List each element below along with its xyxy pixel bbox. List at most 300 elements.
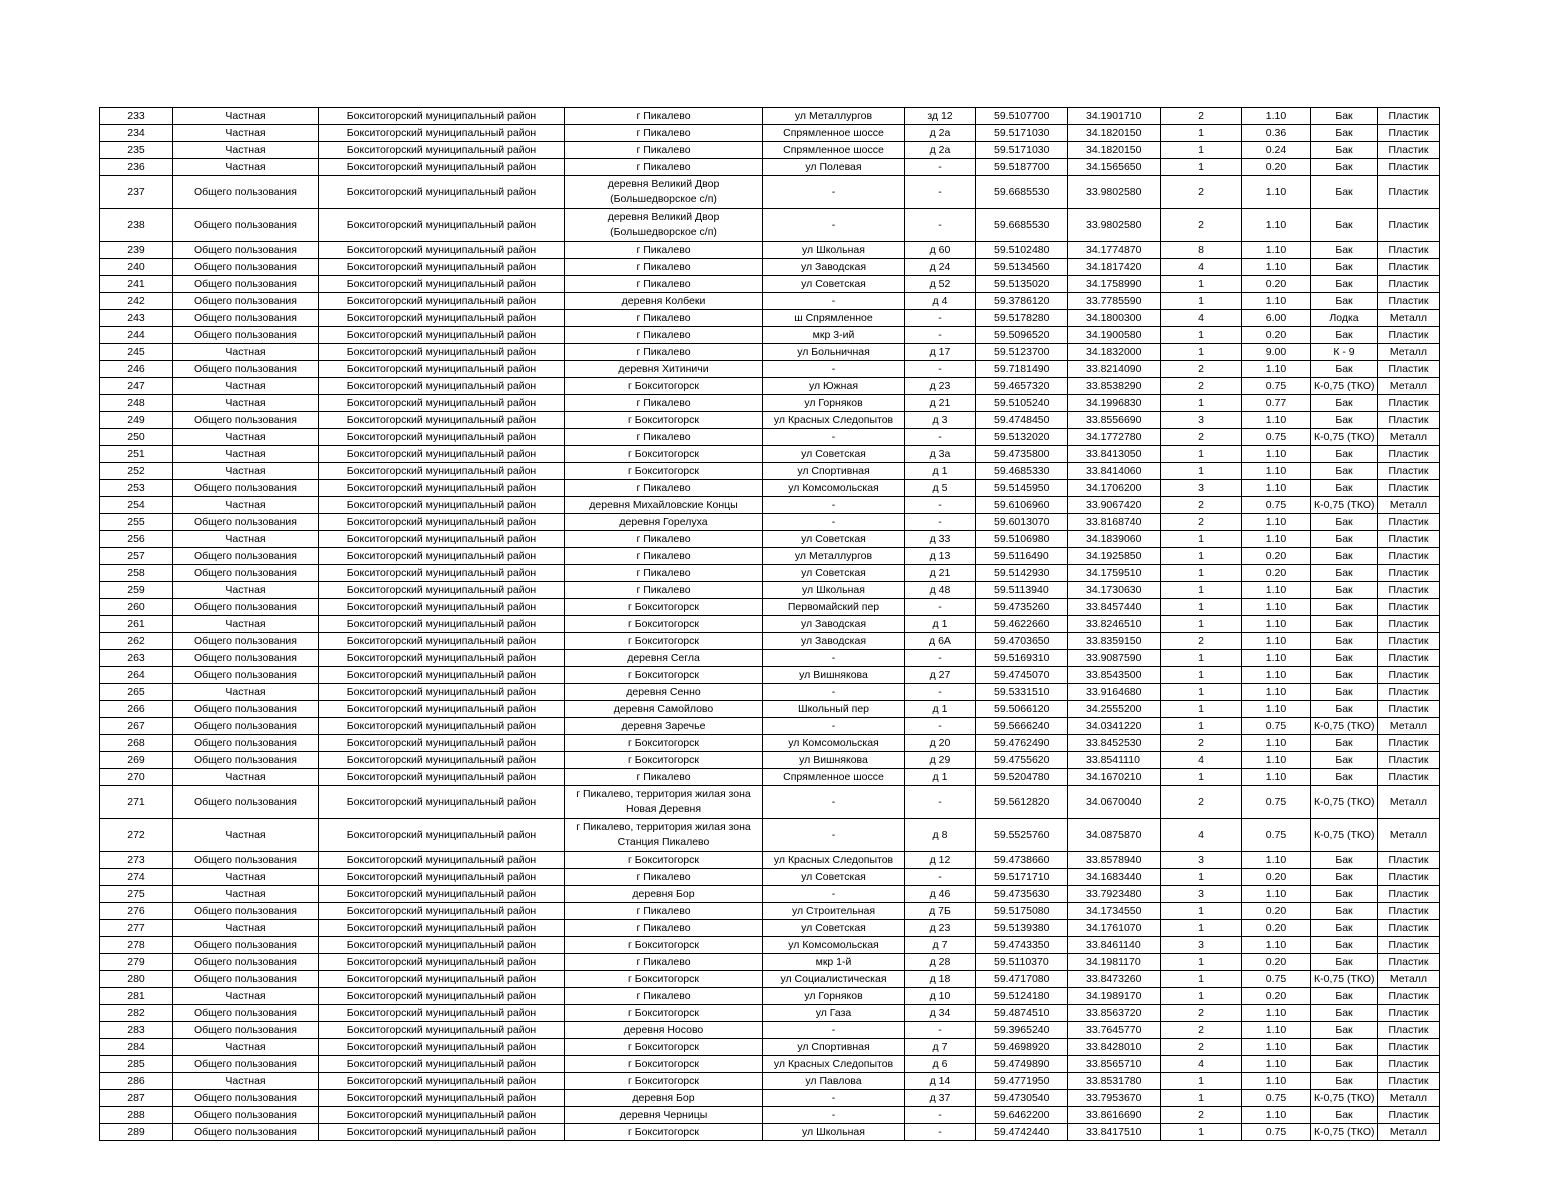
house-cell: д 29	[905, 752, 976, 769]
house-cell: д 3	[905, 412, 976, 429]
material-cell: Пластик	[1378, 548, 1440, 565]
street-cell: ул Советская	[763, 869, 905, 886]
latitude-cell: 59.4762490	[976, 735, 1068, 752]
ownership-cell: Общего пользования	[173, 548, 319, 565]
settlement-cell: г Бокситогорск	[565, 1124, 763, 1141]
row-number-cell: 256	[100, 531, 173, 548]
table-row	[100, 735, 1440, 752]
settlement-cell: г Пикалево	[565, 531, 763, 548]
street-cell: ул Советская	[763, 920, 905, 937]
row-number-cell: 248	[100, 395, 173, 412]
street-cell: -	[763, 1022, 905, 1039]
material-cell: Пластик	[1378, 752, 1440, 769]
district-cell: Бокситогорский муниципальный район	[319, 616, 565, 633]
latitude-cell: 59.5178280	[976, 310, 1068, 327]
latitude-cell: 59.4735260	[976, 599, 1068, 616]
container-count-cell: 3	[1161, 886, 1242, 903]
ownership-cell: Общего пользования	[173, 276, 319, 293]
row-number-cell: 259	[100, 582, 173, 599]
house-cell: -	[905, 650, 976, 667]
street-cell: ул Спортивная	[763, 1039, 905, 1056]
table-row	[100, 786, 1440, 819]
street-cell: -	[763, 429, 905, 446]
latitude-cell: 59.4698920	[976, 1039, 1068, 1056]
ownership-cell: Частная	[173, 142, 319, 159]
latitude-cell: 59.4742440	[976, 1124, 1068, 1141]
district-cell: Бокситогорский муниципальный район	[319, 429, 565, 446]
settlement-cell: г Пикалево, территория жилая зона Новая Деревня	[565, 786, 763, 819]
district-cell: Бокситогорский муниципальный район	[319, 108, 565, 125]
settlement-cell: г Пикалево	[565, 429, 763, 446]
material-cell: Пластик	[1378, 514, 1440, 531]
district-cell: Бокситогорский муниципальный район	[319, 1039, 565, 1056]
container-type-cell: Бак	[1311, 242, 1378, 259]
material-cell: Пластик	[1378, 142, 1440, 159]
latitude-cell: 59.5171030	[976, 142, 1068, 159]
container-type-cell: К-0,75 (ТКО)	[1311, 1090, 1378, 1107]
volume-cell: 1.10	[1242, 108, 1311, 125]
longitude-cell: 33.8452530	[1068, 735, 1161, 752]
settlement-cell: деревня Черницы	[565, 1107, 763, 1124]
ownership-cell: Частная	[173, 1073, 319, 1090]
row-number-cell: 277	[100, 920, 173, 937]
latitude-cell: 59.5666240	[976, 718, 1068, 735]
volume-cell: 0.20	[1242, 159, 1311, 176]
container-count-cell: 1	[1161, 1124, 1242, 1141]
settlement-cell: г Пикалево	[565, 276, 763, 293]
ownership-cell: Частная	[173, 108, 319, 125]
settlement-cell: деревня Заречье	[565, 718, 763, 735]
street-cell: -	[763, 886, 905, 903]
settlement-cell: г Пикалево	[565, 480, 763, 497]
table-row	[100, 988, 1440, 1005]
table-row	[100, 937, 1440, 954]
latitude-cell: 59.5204780	[976, 769, 1068, 786]
house-cell: д 60	[905, 242, 976, 259]
longitude-cell: 34.1758990	[1068, 276, 1161, 293]
longitude-cell: 33.8214090	[1068, 361, 1161, 378]
street-cell: ул Металлургов	[763, 548, 905, 565]
latitude-cell: 59.4755620	[976, 752, 1068, 769]
material-cell: Пластик	[1378, 1039, 1440, 1056]
table-row	[100, 463, 1440, 480]
district-cell: Бокситогорский муниципальный район	[319, 1090, 565, 1107]
ownership-cell: Частная	[173, 429, 319, 446]
volume-cell: 0.75	[1242, 786, 1311, 819]
container-count-cell: 1	[1161, 293, 1242, 310]
settlement-cell: г Пикалево	[565, 142, 763, 159]
district-cell: Бокситогорский муниципальный район	[319, 988, 565, 1005]
district-cell: Бокситогорский муниципальный район	[319, 176, 565, 209]
row-number-cell: 286	[100, 1073, 173, 1090]
house-cell: д 21	[905, 395, 976, 412]
street-cell: ул Строительная	[763, 903, 905, 920]
container-count-cell: 1	[1161, 971, 1242, 988]
street-cell: Первомайский пер	[763, 599, 905, 616]
ownership-cell: Частная	[173, 531, 319, 548]
container-type-cell: Бак	[1311, 108, 1378, 125]
district-cell: Бокситогорский муниципальный район	[319, 480, 565, 497]
settlement-cell: деревня Бор	[565, 1090, 763, 1107]
settlement-cell: деревня Самойлово	[565, 701, 763, 718]
ownership-cell: Общего пользования	[173, 1022, 319, 1039]
street-cell: ул Советская	[763, 531, 905, 548]
latitude-cell: 59.3965240	[976, 1022, 1068, 1039]
volume-cell: 1.10	[1242, 1056, 1311, 1073]
longitude-cell: 33.8531780	[1068, 1073, 1161, 1090]
settlement-cell: г Бокситогорск	[565, 412, 763, 429]
row-number-cell: 246	[100, 361, 173, 378]
container-type-cell: Бак	[1311, 276, 1378, 293]
row-number-cell: 242	[100, 293, 173, 310]
house-cell: д 23	[905, 378, 976, 395]
district-cell: Бокситогорский муниципальный район	[319, 1107, 565, 1124]
container-count-cell: 2	[1161, 735, 1242, 752]
container-count-cell: 1	[1161, 531, 1242, 548]
longitude-cell: 33.8417510	[1068, 1124, 1161, 1141]
house-cell: д 20	[905, 735, 976, 752]
house-cell: -	[905, 1022, 976, 1039]
house-cell: д 2а	[905, 125, 976, 142]
table-row	[100, 616, 1440, 633]
material-cell: Пластик	[1378, 1005, 1440, 1022]
house-cell: д 10	[905, 988, 976, 1005]
container-type-cell: Бак	[1311, 1073, 1378, 1090]
settlement-cell: г Бокситогорск	[565, 735, 763, 752]
table-row	[100, 565, 1440, 582]
container-type-cell: Бак	[1311, 599, 1378, 616]
row-number-cell: 235	[100, 142, 173, 159]
volume-cell: 1.10	[1242, 633, 1311, 650]
longitude-cell: 34.0341220	[1068, 718, 1161, 735]
longitude-cell: 33.8556690	[1068, 412, 1161, 429]
latitude-cell: 59.3786120	[976, 293, 1068, 310]
ownership-cell: Общего пользования	[173, 327, 319, 344]
district-cell: Бокситогорский муниципальный район	[319, 852, 565, 869]
longitude-cell: 34.1565650	[1068, 159, 1161, 176]
container-type-cell: Бак	[1311, 209, 1378, 242]
material-cell: Пластик	[1378, 954, 1440, 971]
ownership-cell: Частная	[173, 988, 319, 1005]
container-type-cell: Бак	[1311, 176, 1378, 209]
row-number-cell: 289	[100, 1124, 173, 1141]
house-cell: -	[905, 159, 976, 176]
house-cell: -	[905, 497, 976, 514]
table-row	[100, 378, 1440, 395]
ownership-cell: Частная	[173, 497, 319, 514]
house-cell: д 33	[905, 531, 976, 548]
longitude-cell: 34.1730630	[1068, 582, 1161, 599]
container-type-cell: Бак	[1311, 684, 1378, 701]
volume-cell: 1.10	[1242, 259, 1311, 276]
container-count-cell: 1	[1161, 463, 1242, 480]
material-cell: Пластик	[1378, 276, 1440, 293]
house-cell: д 1	[905, 616, 976, 633]
house-cell: д 37	[905, 1090, 976, 1107]
table-row	[100, 531, 1440, 548]
district-cell: Бокситогорский муниципальный район	[319, 903, 565, 920]
container-type-cell: Бак	[1311, 988, 1378, 1005]
table-row	[100, 209, 1440, 242]
district-cell: Бокситогорский муниципальный район	[319, 1005, 565, 1022]
table-row	[100, 259, 1440, 276]
table-row	[100, 429, 1440, 446]
ownership-cell: Общего пользования	[173, 1056, 319, 1073]
house-cell: д 34	[905, 1005, 976, 1022]
material-cell: Пластик	[1378, 446, 1440, 463]
container-type-cell: Бак	[1311, 259, 1378, 276]
container-count-cell: 2	[1161, 514, 1242, 531]
material-cell: Пластик	[1378, 667, 1440, 684]
material-cell: Пластик	[1378, 361, 1440, 378]
table-row	[100, 633, 1440, 650]
table-row	[100, 1090, 1440, 1107]
street-cell: ул Комсомольская	[763, 735, 905, 752]
latitude-cell: 59.5187700	[976, 159, 1068, 176]
volume-cell: 0.20	[1242, 327, 1311, 344]
ownership-cell: Общего пользования	[173, 310, 319, 327]
container-count-cell: 1	[1161, 988, 1242, 1005]
container-type-cell: Бак	[1311, 446, 1378, 463]
volume-cell: 1.10	[1242, 412, 1311, 429]
ownership-cell: Общего пользования	[173, 565, 319, 582]
volume-cell: 1.10	[1242, 209, 1311, 242]
container-count-cell: 1	[1161, 869, 1242, 886]
latitude-cell: 59.4738660	[976, 852, 1068, 869]
container-type-cell: К - 9	[1311, 344, 1378, 361]
row-number-cell: 244	[100, 327, 173, 344]
ownership-cell: Частная	[173, 446, 319, 463]
row-number-cell: 282	[100, 1005, 173, 1022]
material-cell: Металл	[1378, 429, 1440, 446]
ownership-cell: Общего пользования	[173, 1090, 319, 1107]
ownership-cell: Общего пользования	[173, 480, 319, 497]
table-row	[100, 1039, 1440, 1056]
street-cell: ул Полевая	[763, 159, 905, 176]
district-cell: Бокситогорский муниципальный район	[319, 276, 565, 293]
material-cell: Пластик	[1378, 937, 1440, 954]
container-count-cell: 4	[1161, 1056, 1242, 1073]
longitude-cell: 33.8473260	[1068, 971, 1161, 988]
row-number-cell: 257	[100, 548, 173, 565]
street-cell: Школьный пер	[763, 701, 905, 718]
settlement-cell: г Бокситогорск	[565, 667, 763, 684]
material-cell: Пластик	[1378, 176, 1440, 209]
house-cell: -	[905, 209, 976, 242]
street-cell: ул Красных Следопытов	[763, 412, 905, 429]
street-cell: ул Комсомольская	[763, 937, 905, 954]
latitude-cell: 59.5116490	[976, 548, 1068, 565]
house-cell: -	[905, 718, 976, 735]
material-cell: Пластик	[1378, 633, 1440, 650]
table-row	[100, 293, 1440, 310]
volume-cell: 0.36	[1242, 125, 1311, 142]
street-cell: -	[763, 514, 905, 531]
table-row	[100, 548, 1440, 565]
house-cell: д 24	[905, 259, 976, 276]
district-cell: Бокситогорский муниципальный район	[319, 1073, 565, 1090]
container-type-cell: Бак	[1311, 1039, 1378, 1056]
material-cell: Металл	[1378, 497, 1440, 514]
house-cell: д 1	[905, 769, 976, 786]
longitude-cell: 33.8413050	[1068, 446, 1161, 463]
street-cell: ул Газа	[763, 1005, 905, 1022]
table-row	[100, 327, 1440, 344]
container-count-cell: 2	[1161, 209, 1242, 242]
container-count-cell: 3	[1161, 412, 1242, 429]
row-number-cell: 274	[100, 869, 173, 886]
house-cell: -	[905, 599, 976, 616]
table-row	[100, 361, 1440, 378]
container-type-cell: Бак	[1311, 293, 1378, 310]
house-cell: -	[905, 176, 976, 209]
ownership-cell: Общего пользования	[173, 176, 319, 209]
volume-cell: 0.20	[1242, 903, 1311, 920]
container-type-cell: Бак	[1311, 1056, 1378, 1073]
ownership-cell: Общего пользования	[173, 361, 319, 378]
house-cell: -	[905, 327, 976, 344]
district-cell: Бокситогорский муниципальный район	[319, 361, 565, 378]
settlement-cell: г Пикалево	[565, 108, 763, 125]
table-row	[100, 819, 1440, 852]
street-cell: ул Социалистическая	[763, 971, 905, 988]
house-cell: -	[905, 869, 976, 886]
table-row	[100, 1107, 1440, 1124]
latitude-cell: 59.5107700	[976, 108, 1068, 125]
street-cell: -	[763, 176, 905, 209]
ownership-cell: Общего пользования	[173, 209, 319, 242]
settlement-cell: г Бокситогорск	[565, 852, 763, 869]
district-cell: Бокситогорский муниципальный район	[319, 159, 565, 176]
latitude-cell: 59.4622660	[976, 616, 1068, 633]
latitude-cell: 59.5175080	[976, 903, 1068, 920]
settlement-cell: г Бокситогорск	[565, 463, 763, 480]
district-cell: Бокситогорский муниципальный район	[319, 142, 565, 159]
container-count-cell: 2	[1161, 1005, 1242, 1022]
container-count-cell: 1	[1161, 954, 1242, 971]
volume-cell: 0.20	[1242, 954, 1311, 971]
row-number-cell: 250	[100, 429, 173, 446]
row-number-cell: 276	[100, 903, 173, 920]
volume-cell: 1.10	[1242, 176, 1311, 209]
table-row	[100, 514, 1440, 531]
container-type-cell: К-0,75 (ТКО)	[1311, 497, 1378, 514]
table-row	[100, 650, 1440, 667]
container-count-cell: 1	[1161, 1073, 1242, 1090]
volume-cell: 1.10	[1242, 616, 1311, 633]
district-cell: Бокситогорский муниципальный район	[319, 565, 565, 582]
ownership-cell: Частная	[173, 344, 319, 361]
container-count-cell: 2	[1161, 378, 1242, 395]
container-type-cell: Бак	[1311, 514, 1378, 531]
district-cell: Бокситогорский муниципальный район	[319, 327, 565, 344]
table-row	[100, 142, 1440, 159]
row-number-cell: 263	[100, 650, 173, 667]
volume-cell: 1.10	[1242, 293, 1311, 310]
district-cell: Бокситогорский муниципальный район	[319, 954, 565, 971]
house-cell: д 7	[905, 937, 976, 954]
table-row	[100, 1056, 1440, 1073]
longitude-cell: 34.1820150	[1068, 125, 1161, 142]
volume-cell: 1.10	[1242, 1073, 1311, 1090]
settlement-cell: г Бокситогорск	[565, 752, 763, 769]
volume-cell: 0.24	[1242, 142, 1311, 159]
longitude-cell: 34.2555200	[1068, 701, 1161, 718]
material-cell: Пластик	[1378, 684, 1440, 701]
material-cell: Пластик	[1378, 1056, 1440, 1073]
volume-cell: 1.10	[1242, 531, 1311, 548]
longitude-cell: 34.1925850	[1068, 548, 1161, 565]
material-cell: Пластик	[1378, 1022, 1440, 1039]
container-type-cell: Бак	[1311, 903, 1378, 920]
material-cell: Пластик	[1378, 886, 1440, 903]
house-cell: д 2а	[905, 142, 976, 159]
volume-cell: 0.20	[1242, 276, 1311, 293]
volume-cell: 0.20	[1242, 548, 1311, 565]
street-cell: ул Павлова	[763, 1073, 905, 1090]
settlement-cell: деревня Горелуха	[565, 514, 763, 531]
house-cell: д 28	[905, 954, 976, 971]
street-cell: ул Вишнякова	[763, 752, 905, 769]
container-type-cell: Бак	[1311, 869, 1378, 886]
settlement-cell: г Пикалево	[565, 242, 763, 259]
table-row	[100, 582, 1440, 599]
container-count-cell: 4	[1161, 310, 1242, 327]
volume-cell: 1.10	[1242, 1039, 1311, 1056]
container-type-cell: Бак	[1311, 852, 1378, 869]
longitude-cell: 34.1706200	[1068, 480, 1161, 497]
longitude-cell: 33.8538290	[1068, 378, 1161, 395]
longitude-cell: 34.0670040	[1068, 786, 1161, 819]
district-cell: Бокситогорский муниципальный район	[319, 667, 565, 684]
container-count-cell: 2	[1161, 1039, 1242, 1056]
row-number-cell: 279	[100, 954, 173, 971]
ownership-cell: Общего пользования	[173, 412, 319, 429]
settlement-cell: г Пикалево	[565, 259, 763, 276]
ownership-cell: Частная	[173, 819, 319, 852]
container-count-cell: 1	[1161, 159, 1242, 176]
volume-cell: 1.10	[1242, 1022, 1311, 1039]
volume-cell: 0.20	[1242, 920, 1311, 937]
container-type-cell: Бак	[1311, 548, 1378, 565]
street-cell: ул Советская	[763, 446, 905, 463]
volume-cell: 1.10	[1242, 361, 1311, 378]
container-type-cell: Лодка	[1311, 310, 1378, 327]
material-cell: Пластик	[1378, 159, 1440, 176]
latitude-cell: 59.7181490	[976, 361, 1068, 378]
house-cell: д 21	[905, 565, 976, 582]
volume-cell: 1.10	[1242, 769, 1311, 786]
volume-cell: 0.20	[1242, 565, 1311, 582]
row-number-cell: 249	[100, 412, 173, 429]
latitude-cell: 59.4749890	[976, 1056, 1068, 1073]
row-number-cell: 260	[100, 599, 173, 616]
street-cell: ул Красных Следопытов	[763, 852, 905, 869]
table-row	[100, 667, 1440, 684]
volume-cell: 1.10	[1242, 886, 1311, 903]
volume-cell: 1.10	[1242, 735, 1311, 752]
district-cell: Бокситогорский муниципальный район	[319, 718, 565, 735]
container-type-cell: К-0,75 (ТКО)	[1311, 819, 1378, 852]
settlement-cell: деревня Колбеки	[565, 293, 763, 310]
longitude-cell: 33.9067420	[1068, 497, 1161, 514]
district-cell: Бокситогорский муниципальный район	[319, 920, 565, 937]
longitude-cell: 33.9164680	[1068, 684, 1161, 701]
settlement-cell: г Пикалево	[565, 769, 763, 786]
ownership-cell: Частная	[173, 769, 319, 786]
settlement-cell: г Бокситогорск	[565, 633, 763, 650]
row-number-cell: 239	[100, 242, 173, 259]
